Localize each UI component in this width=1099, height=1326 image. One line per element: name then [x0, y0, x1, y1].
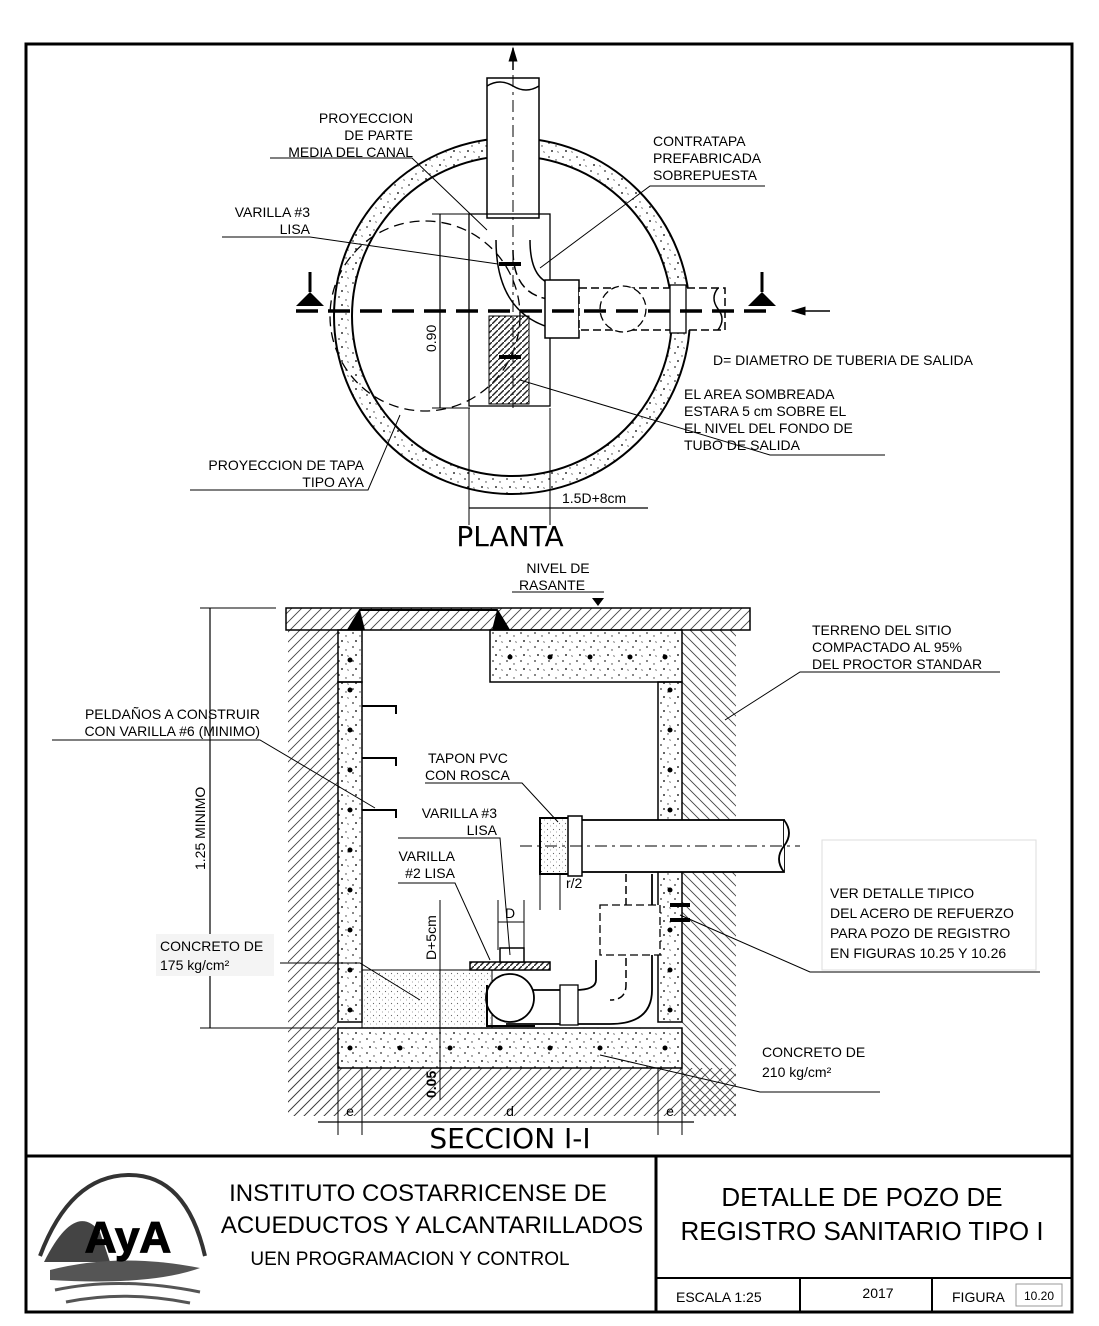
section-title: SECCION I-I: [429, 1122, 591, 1155]
title-block: [40, 1175, 1062, 1306]
institute-line-3: UEN PROGRAMACION Y CONTROL: [250, 1249, 570, 1270]
dim-090: 0.90: [423, 324, 439, 352]
label-proyeccion-tapa-2: TIPO AYA: [302, 474, 364, 490]
label-diametro: D= DIAMETRO DE TUBERIA DE SALIDA: [713, 352, 973, 368]
label-tapon-1: TAPON PVC: [428, 750, 508, 766]
label-concreto175-2: 175 kg/cm²: [160, 957, 230, 973]
dim-005: 0.05: [423, 1070, 439, 1098]
label-area-sombreada-1: EL AREA SOMBREADA: [684, 386, 835, 402]
label-contratapa-1: CONTRATAPA: [653, 133, 746, 149]
label-varilla3-sec-2: LISA: [466, 822, 497, 838]
label-terreno-1: TERRENO DEL SITIO: [812, 622, 952, 638]
label-area-sombreada-2: ESTARA 5 cm SOBRE EL: [684, 403, 847, 419]
label-terreno-3: DEL PROCTOR STANDAR: [812, 656, 983, 672]
dim-125: 1.25 MINIMO: [192, 786, 208, 870]
institute-line-2: ACUEDUCTOS Y ALCANTARILLADOS: [220, 1212, 644, 1239]
label-contratapa-2: PREFABRICADA: [653, 150, 762, 166]
label-peldanos-1: PELDAÑOS A CONSTRUIR: [84, 706, 260, 722]
drawing-title-2: REGISTRO SANITARIO TIPO I: [680, 1216, 1044, 1246]
label-area-sombreada-4: TUBO DE SALIDA: [684, 437, 800, 453]
year-label: 2017: [862, 1285, 894, 1301]
dim-e-right: e: [666, 1103, 674, 1119]
label-varilla3-plan-1: VARILLA #3: [234, 204, 310, 220]
escala-label: ESCALA 1:25: [676, 1289, 762, 1305]
label-ver-detalle-1: VER DETALLE TIPICO: [830, 885, 975, 901]
plan-title: PLANTA: [456, 520, 564, 553]
label-contratapa-3: SOBREPUESTA: [653, 167, 757, 183]
label-area-sombreada-3: EL NIVEL DEL FONDO DE: [684, 420, 853, 436]
label-terreno-2: COMPACTADO AL 95%: [812, 639, 962, 655]
label-concreto210-2: 210 kg/cm²: [762, 1064, 832, 1080]
label-concreto175-1: CONCRETO DE: [160, 938, 264, 954]
figura-number: 10.20: [1023, 1289, 1055, 1303]
label-concreto210-1: CONCRETO DE: [762, 1044, 866, 1060]
label-varilla2-2: #2 LISA: [405, 865, 455, 881]
label-proyeccion-canal-3: MEDIA DEL CANAL: [288, 144, 413, 160]
dim-d5: D+5cm: [423, 915, 439, 960]
aya-logo: [40, 1175, 205, 1303]
label-ver-detalle-4: EN FIGURAS 10.25 Y 10.26: [830, 945, 1007, 961]
label-varilla3-sec-1: VARILLA #3: [421, 805, 497, 821]
dim-15d: 1.5D+8cm: [562, 490, 627, 506]
logo-text: AyA: [84, 1213, 172, 1262]
label-nivel-1: NIVEL DE: [526, 560, 590, 576]
label-ver-detalle-3: PARA POZO DE REGISTRO: [830, 925, 1011, 941]
institute-line-1: INSTITUTO COSTARRICENSE DE: [229, 1180, 607, 1207]
plan-view: [190, 48, 885, 525]
label-r2: r/2: [566, 875, 583, 891]
dim-d: d: [506, 1103, 514, 1119]
label-varilla3-plan-2: LISA: [279, 221, 310, 237]
label-proyeccion-tapa-1: PROYECCION DE TAPA: [208, 457, 364, 473]
label-ver-detalle-2: DEL ACERO DE REFUERZO: [830, 905, 1014, 921]
dim-e-left: e: [346, 1103, 354, 1119]
label-tapon-2: CON ROSCA: [425, 767, 510, 783]
label-varilla2-1: VARILLA: [398, 848, 455, 864]
drawing-title-1: DETALLE DE POZO DE: [721, 1182, 1003, 1212]
label-d-pipe: D: [505, 905, 516, 921]
figura-label: FIGURA: [952, 1289, 1005, 1305]
label-peldanos-2: CON VARILLA #6 (MINIMO): [84, 723, 260, 739]
label-proyeccion-canal-2: DE PARTE: [344, 127, 413, 143]
label-nivel-2: RASANTE: [518, 577, 586, 593]
label-proyeccion-canal-1: PROYECCION: [318, 110, 413, 126]
